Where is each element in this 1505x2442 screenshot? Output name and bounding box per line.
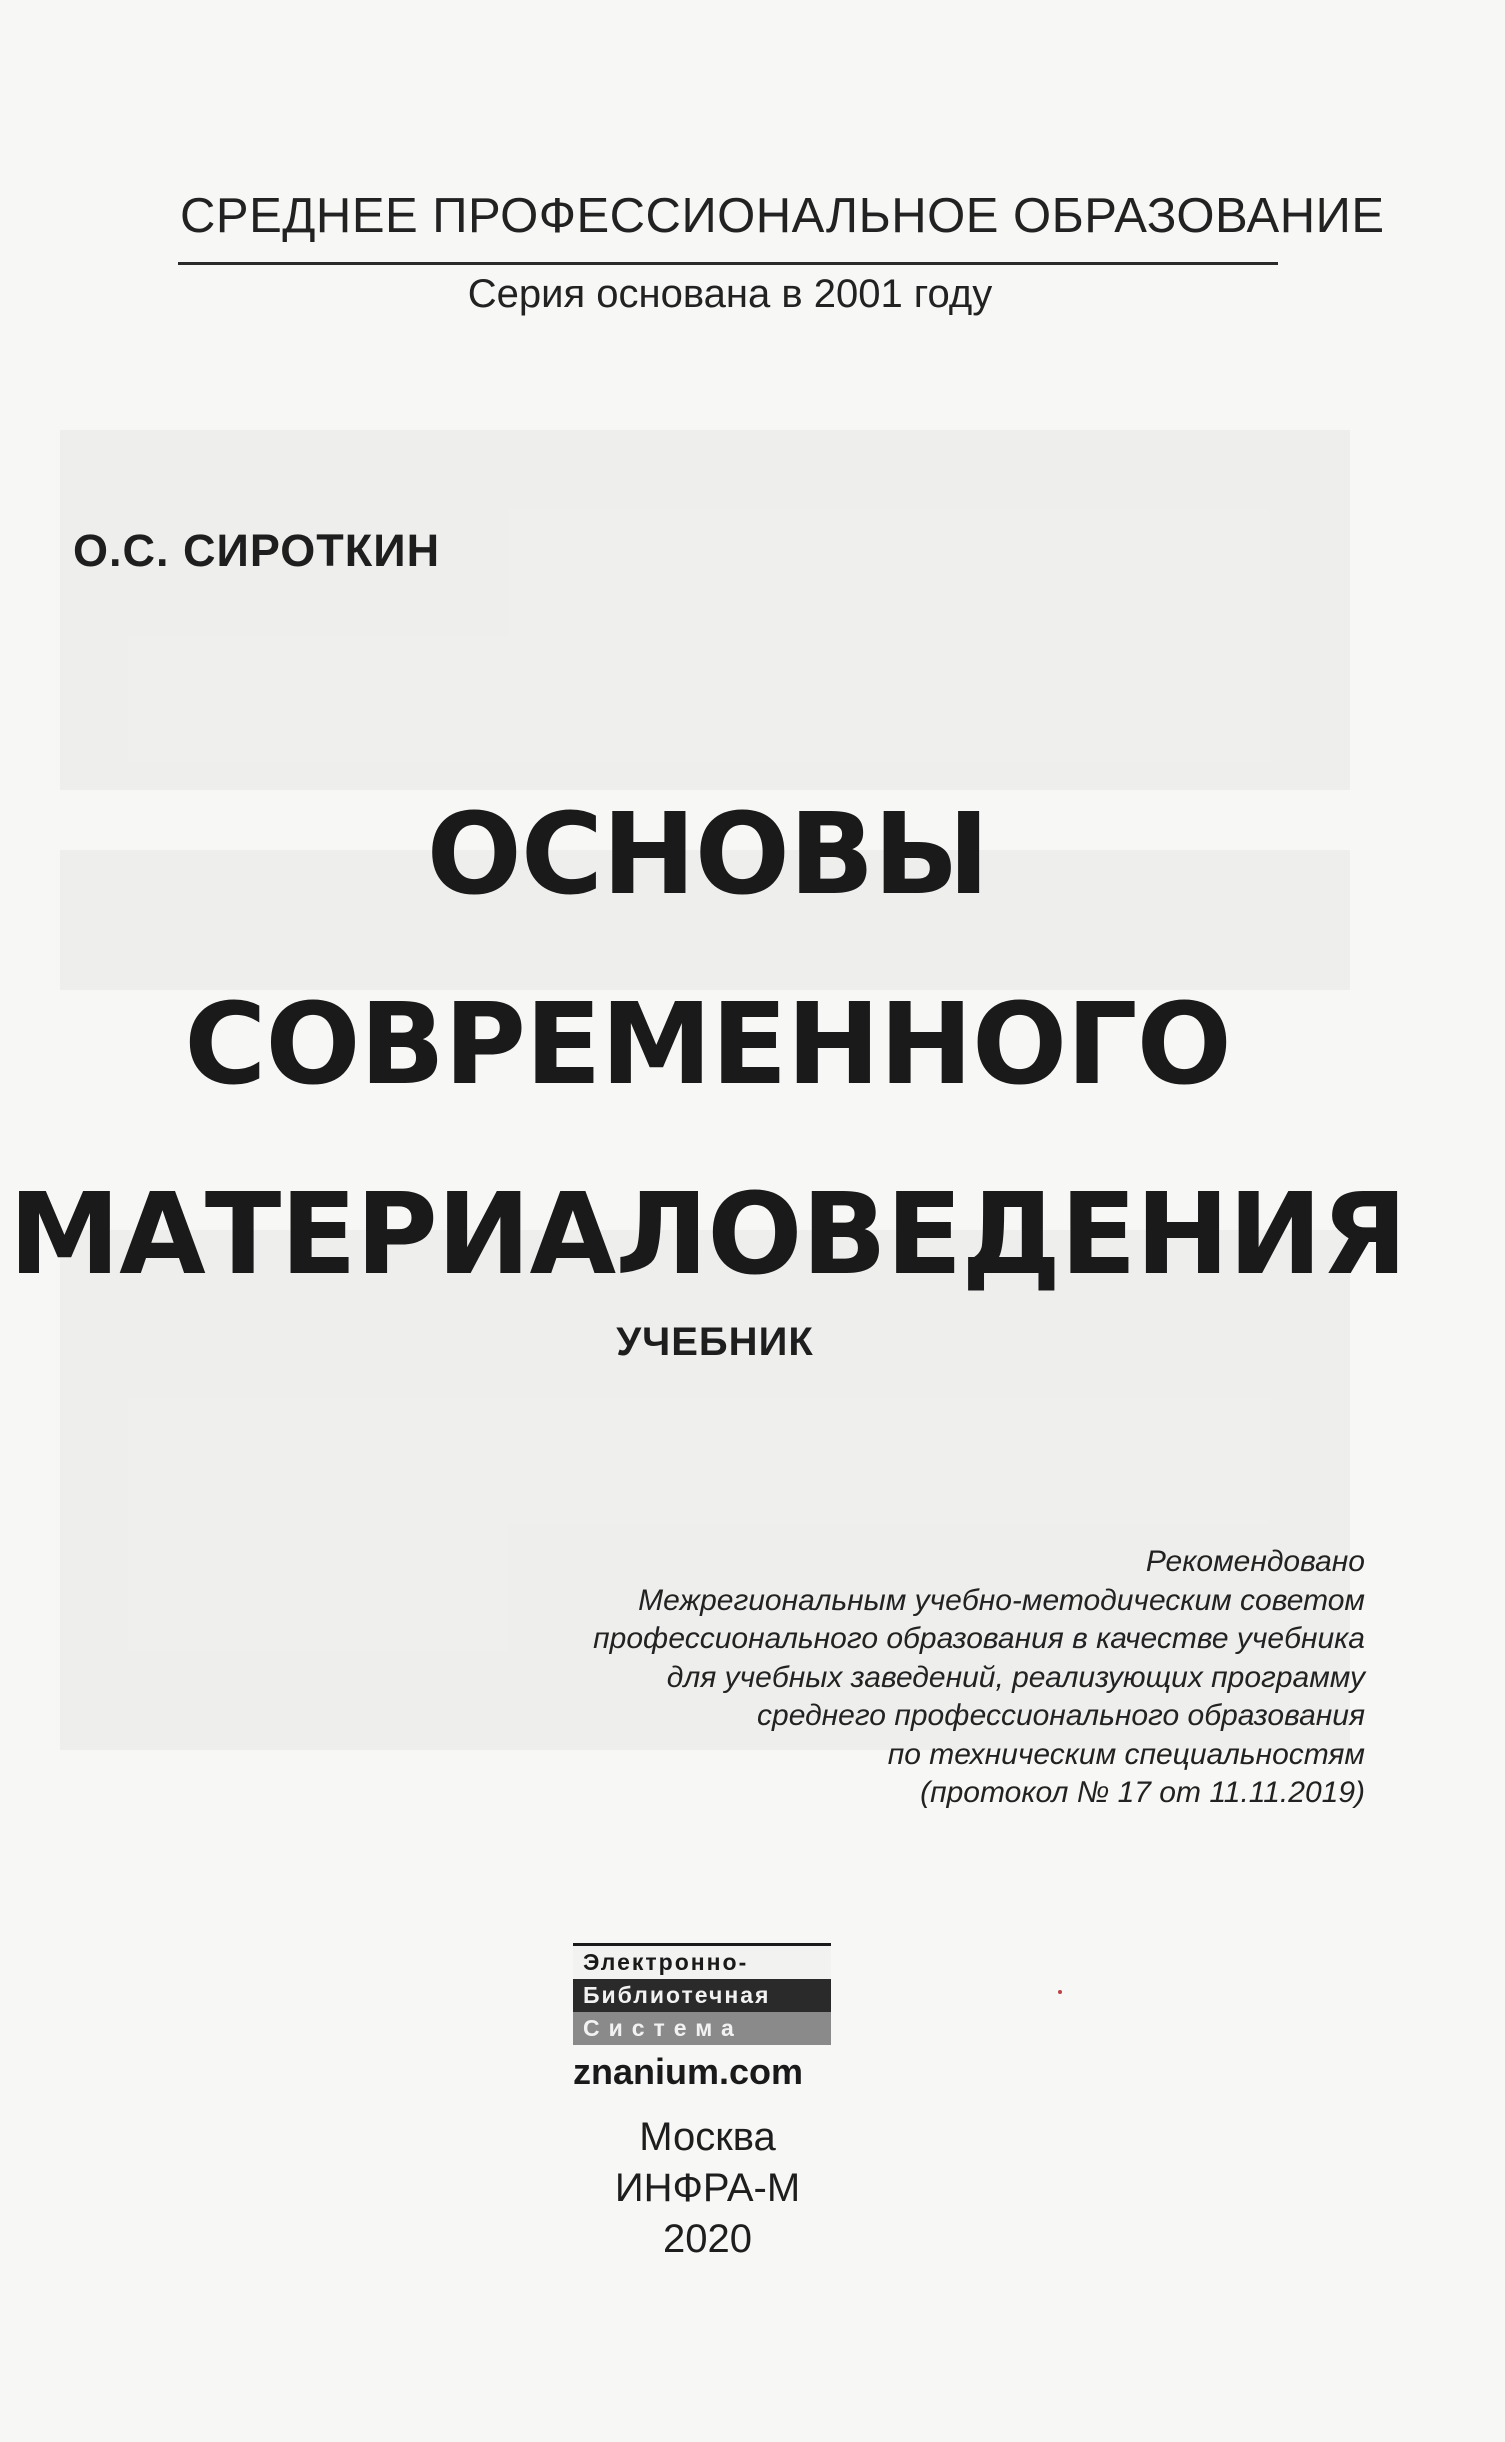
recommendation-line: по техническим специальностям <box>887 1737 1365 1771</box>
series-divider <box>178 262 1278 265</box>
series-founded-note: Серия основана в 2001 году <box>467 272 993 316</box>
imprint <box>0 2112 1415 2265</box>
ebs-logo-line: Система <box>573 2012 831 2045</box>
recommendation-line: Рекомендовано <box>1145 1545 1365 1578</box>
recommendation-block <box>465 1543 1365 1813</box>
recommendation-line: среднего профессионального образования <box>757 1699 1365 1732</box>
author-name: О.С. СИРОТКИН <box>73 525 441 576</box>
book-title-line: ОСНОВЫ <box>426 790 989 920</box>
imprint-city: Москва <box>639 2115 776 2159</box>
recommendation-line: (протокол № 17 от 11.11.2019) <box>920 1776 1365 1809</box>
imprint-year: 2020 <box>663 2217 752 2261</box>
print-speck <box>1058 1990 1062 1994</box>
ebs-logo-line: Электронно- <box>573 1943 831 1979</box>
imprint-publisher: ИНФРА-М <box>614 2166 801 2210</box>
show-through-text <box>60 430 1350 790</box>
recommendation-line: профессионального образования в качестве учебника <box>593 1622 1365 1655</box>
recommendation-line: Межрегиональным учебно-методическим советом <box>638 1583 1365 1617</box>
ebs-logo-line: Библиотечная <box>573 1979 831 2012</box>
book-title <box>0 760 1415 1330</box>
ebs-site-name: znanium.com <box>573 2051 804 2092</box>
book-title-line: МАТЕРИАЛОВЕДЕНИЯ <box>8 1170 1407 1300</box>
book-title-line: СОВРЕМЕННОГО <box>184 980 1231 1110</box>
book-type-label: УЧЕБНИК <box>616 1320 814 1364</box>
ebs-logo <box>573 1943 831 2093</box>
recommendation-line: для учебных заведений, реализующих программу <box>666 1660 1365 1694</box>
series-title: СРЕДНЕЕ ПРОФЕССИОНАЛЬНОЕ ОБРАЗОВАНИЕ <box>180 189 1385 243</box>
